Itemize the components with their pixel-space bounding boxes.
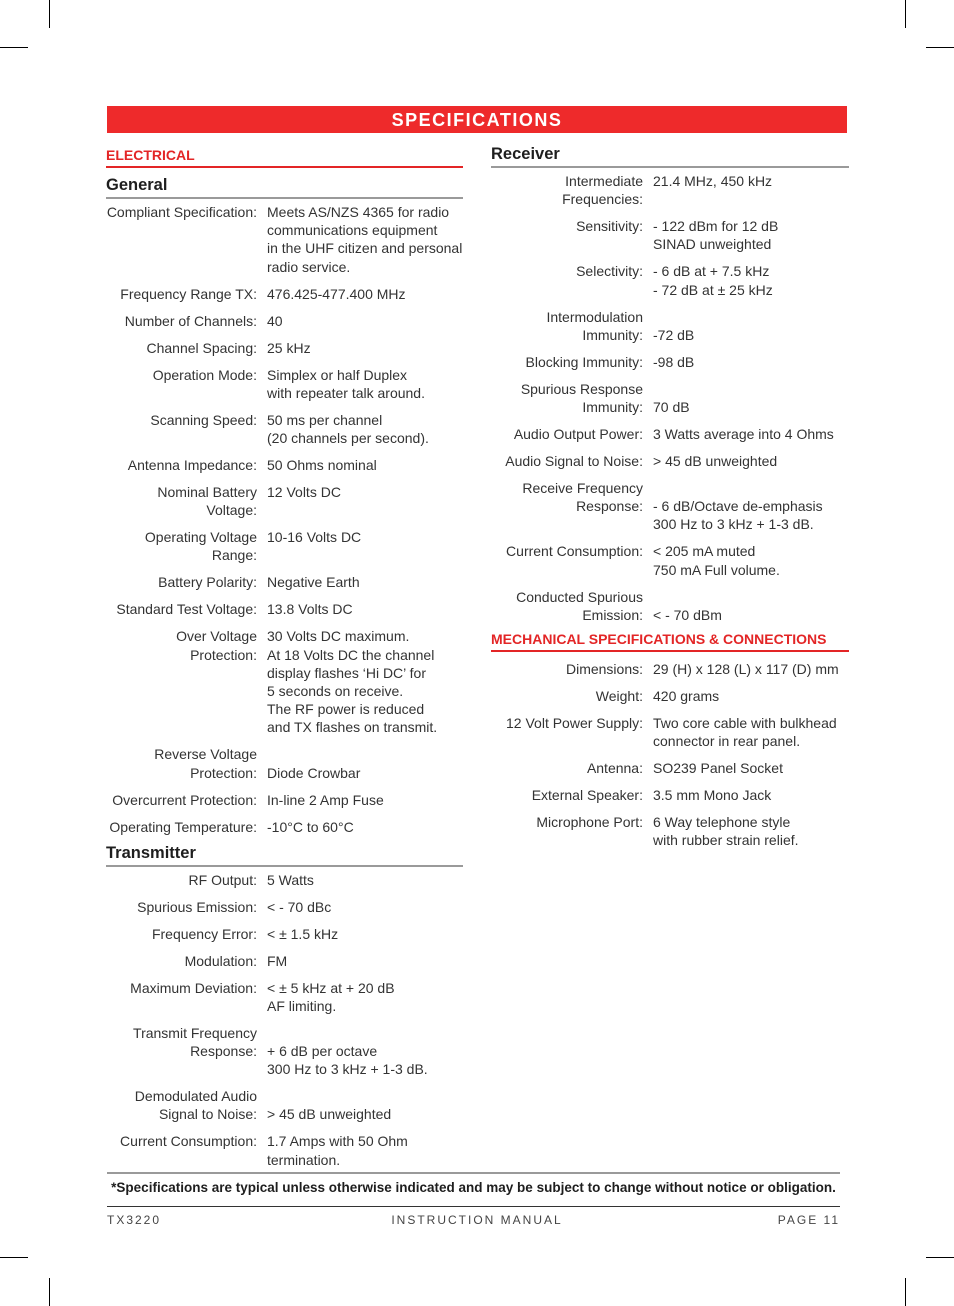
spec-value: 12 Volts DC [267, 484, 341, 501]
crop-mark [905, 0, 906, 28]
spec-value: < ± 5 kHz at + 20 dB AF limiting. [267, 979, 395, 1014]
spec-label: Overcurrent Protection: [112, 791, 257, 808]
spec-value: 476.425-477.400 MHz [267, 285, 406, 302]
spec-value: Two core cable with bulkhead connector in rear panel. [653, 714, 837, 750]
spec-row [106, 483, 463, 519]
spec-label: Operation Mode: [152, 366, 257, 383]
spec-value: - 122 dBm for 12 dB SINAD unweighted [653, 218, 779, 253]
spec-label: Standard Test Voltage: [116, 601, 257, 618]
mechanical-heading: MECHANICAL SPECIFICATIONS & CONNECTIONS [491, 629, 849, 652]
spec-row [106, 745, 463, 781]
spec-label: Modulation: [184, 952, 257, 969]
spec-value: 3.5 mm Mono Jack [653, 787, 772, 804]
spec-value: Negative Earth [267, 574, 360, 591]
spec-label: Compliant Specification: [106, 204, 257, 220]
spec-value: 50 ms per channel (20 channels per second). [267, 411, 429, 447]
specifications-banner: SPECIFICATIONS [107, 106, 847, 133]
spec-label: Current Consumption: [120, 1133, 257, 1150]
footer-top-rule [107, 1172, 840, 1174]
specifications-footnote: *Specifications are typical unless otherwise indicated and may be subject to change without notice or obligation. [111, 1180, 836, 1195]
spec-value: Diode Crowbar [267, 764, 361, 781]
spec-row [491, 217, 849, 253]
crop-mark [0, 1257, 28, 1258]
spec-row [491, 786, 849, 804]
spec-value: -72 dB [653, 326, 695, 343]
spec-row [106, 1087, 463, 1123]
spec-value: - 6 dB at + 7.5 kHz - 72 dB at ± 25 kHz [653, 263, 773, 298]
spec-row [106, 528, 463, 564]
spec-label: Frequency Error: [151, 925, 257, 942]
spec-label: Conducted Spurious Emission: [516, 588, 643, 623]
spec-value: > 45 dB unweighted [653, 453, 778, 470]
receiver-heading: Receiver [491, 145, 849, 168]
spec-value: 13.8 Volts DC [267, 601, 353, 618]
electrical-heading: ELECTRICAL [106, 145, 463, 168]
spec-value: 50 Ohms nominal [267, 457, 377, 474]
spec-label: Antenna: [586, 760, 643, 777]
spec-value: FM [267, 952, 288, 969]
spec-label: Operating Temperature: [109, 818, 257, 835]
spec-value: > 45 dB unweighted [267, 1106, 392, 1123]
spec-row [106, 1132, 463, 1168]
spec-row [491, 714, 849, 750]
spec-row [491, 542, 849, 578]
spec-label: Antenna Impedance: [127, 457, 257, 474]
spec-value: < - 70 dBm [653, 606, 722, 623]
spec-label: Selectivity: [576, 263, 643, 280]
spec-label: RF Output: [188, 871, 257, 888]
spec-label: Audio Output Power: [513, 426, 643, 443]
spec-label: Receive Frequency Response: [522, 480, 643, 515]
spec-label: Dimensions: [565, 660, 643, 677]
spec-value: < 205 mA muted 750 mA Full volume. [653, 543, 780, 578]
spec-row [491, 380, 849, 416]
spec-row [491, 479, 849, 534]
spec-row [491, 172, 849, 208]
spec-value: + 6 dB per octave 300 Hz to 3 kHz + 1-3 dB. [267, 1043, 428, 1078]
spec-value: 40 [267, 312, 283, 329]
general-spec-list [106, 203, 463, 836]
transmitter-heading: Transmitter [106, 844, 463, 867]
spec-label: Demodulated Audio Signal to Noise: [134, 1088, 257, 1123]
spec-label: Over Voltage Protection: [176, 628, 257, 663]
spec-label: Battery Polarity: [158, 574, 257, 591]
left-column [106, 145, 463, 1178]
spec-label: Sensitivity: [576, 218, 643, 235]
general-heading: General [106, 176, 463, 199]
spec-value: Meets AS/NZS 4365 for radio communications equipment in the UHF citizen and personal radio service. [267, 204, 463, 275]
spec-row [491, 759, 849, 777]
spec-row [106, 285, 463, 303]
crop-mark [49, 1278, 50, 1306]
spec-value: 6 Way telephone style with rubber strain relief. [653, 814, 799, 849]
spec-value: 10-16 Volts DC [267, 529, 362, 546]
spec-label: Channel Spacing: [146, 339, 257, 356]
manual-title: INSTRUCTION MANUAL [391, 1213, 563, 1227]
spec-row [491, 813, 849, 849]
spec-row [106, 818, 463, 836]
spec-value: 70 dB [653, 399, 690, 416]
spec-row [106, 979, 463, 1015]
spec-label: Frequency Range TX: [120, 285, 257, 302]
spec-value: < - 70 dBc [267, 898, 332, 915]
spec-value: Simplex or half Duplex with repeater talk around. [267, 366, 425, 401]
spec-row [491, 353, 849, 371]
spec-label: External Speaker: [531, 787, 643, 804]
mechanical-spec-list [491, 660, 849, 850]
spec-label: Maximum Deviation: [130, 979, 257, 996]
spec-value: 1.7 Amps with 50 Ohm termination. [267, 1133, 408, 1168]
spec-row [106, 456, 463, 474]
crop-mark [49, 0, 50, 28]
spec-value: 25 kHz [267, 339, 311, 356]
spec-label: Operating Voltage Range: [144, 529, 257, 564]
right-column [491, 145, 849, 858]
spec-value: In-line 2 Amp Fuse [267, 791, 384, 808]
spec-row [491, 425, 849, 443]
spec-row [106, 411, 463, 447]
spec-row [491, 588, 849, 624]
crop-mark [926, 47, 954, 48]
spec-label: Number of Channels: [124, 312, 257, 329]
spec-row [491, 308, 849, 344]
spec-row [106, 312, 463, 330]
spec-label: Weight: [595, 687, 643, 704]
spec-row [106, 627, 463, 736]
spec-row [106, 791, 463, 809]
spec-label: Transmit Frequency Response: [133, 1024, 257, 1060]
spec-value: < ± 1.5 kHz [267, 925, 339, 942]
spec-value: SO239 Panel Socket [653, 760, 783, 777]
spec-row [106, 573, 463, 591]
spec-label: Audio Signal to Noise: [505, 453, 643, 470]
spec-row [106, 871, 463, 889]
spec-value: -98 dB [653, 353, 695, 370]
spec-row [491, 452, 849, 470]
spec-label: Spurious Response Immunity: [520, 380, 643, 416]
spec-row [106, 366, 463, 402]
spec-label: Spurious Emission: [137, 898, 257, 915]
spec-value: 29 (H) x 128 (L) x 117 (D) mm [653, 660, 839, 677]
spec-value: -10°C to 60°C [267, 818, 354, 835]
spec-value: - 6 dB/Octave de-emphasis 300 Hz to 3 kHz + 1-3 dB. [653, 498, 823, 533]
spec-value: 3 Watts average into 4 Ohms [653, 426, 834, 443]
spec-label: Blocking Immunity: [525, 353, 643, 370]
spec-label: Intermodulation Immunity: [546, 308, 643, 343]
spec-row [106, 600, 463, 618]
transmitter-spec-list [106, 871, 463, 1169]
spec-row [106, 203, 463, 276]
spec-row [106, 898, 463, 916]
spec-row [491, 687, 849, 705]
spec-row [491, 262, 849, 298]
footer-bottom-rule [107, 1206, 840, 1207]
spec-value: 21.4 MHz, 450 kHz [653, 173, 773, 189]
crop-mark [926, 1257, 954, 1258]
spec-row [491, 660, 849, 678]
crop-mark [0, 47, 28, 48]
spec-label: Current Consumption: [506, 543, 643, 560]
spec-label: Nominal Battery Voltage: [157, 484, 257, 519]
spec-row [106, 952, 463, 970]
spec-label: 12 Volt Power Supply: [506, 714, 643, 731]
spec-row [106, 339, 463, 357]
spec-value: 420 grams [653, 687, 720, 704]
spec-row [106, 925, 463, 943]
spec-label: Intermediate Frequencies: [562, 173, 643, 208]
spec-value: 30 Volts DC maximum. At 18 Volts DC the channel display flashes ‘Hi DC’ for 5 seconds on receive. The RF power is reduced and TX flashes on transmit. [267, 628, 438, 736]
spec-label: Microphone Port: [536, 814, 643, 831]
model-number: TX3220 [107, 1213, 162, 1227]
crop-mark [905, 1278, 906, 1306]
page-number: PAGE 11 [777, 1213, 840, 1227]
spec-row [106, 1024, 463, 1079]
spec-label: Scanning Speed: [150, 411, 257, 428]
spec-label: Reverse Voltage Protection: [154, 746, 257, 781]
spec-value: 5 Watts [267, 871, 314, 888]
receiver-spec-list [491, 172, 849, 624]
